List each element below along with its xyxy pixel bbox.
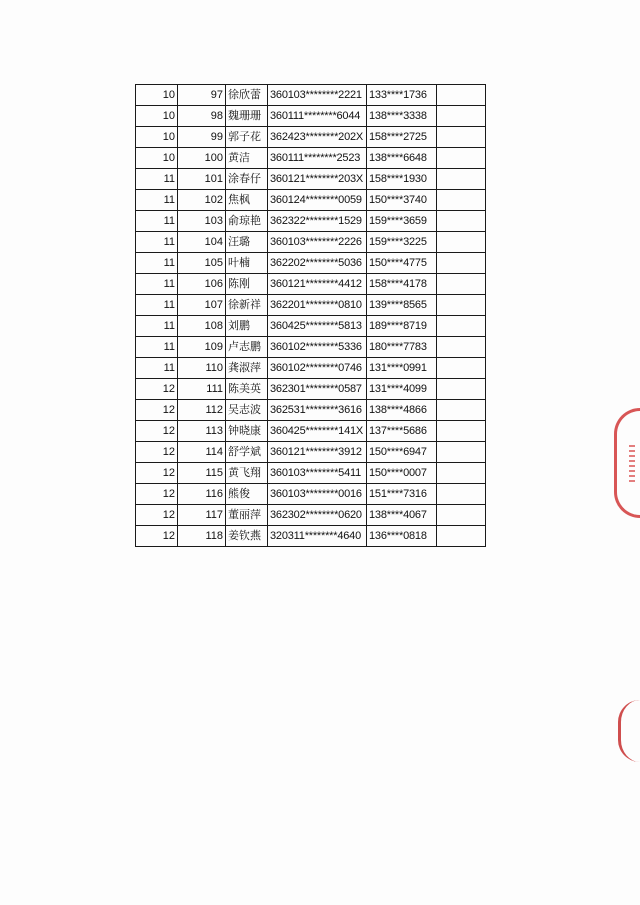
remarks-cell bbox=[437, 337, 486, 358]
table-row bbox=[136, 232, 486, 253]
table-row bbox=[136, 85, 486, 106]
serial-number-cell: 112 bbox=[178, 400, 226, 421]
group-number-cell: 12 bbox=[136, 379, 178, 400]
id-number-cell: 360103********0016 bbox=[268, 484, 367, 505]
table-row bbox=[136, 274, 486, 295]
id-number-cell: 362202********5036 bbox=[268, 253, 367, 274]
group-number-cell: 11 bbox=[136, 253, 178, 274]
name-cell: 黄飞翔 bbox=[226, 463, 268, 484]
name-cell: 刘鹏 bbox=[226, 316, 268, 337]
group-number-cell: 11 bbox=[136, 274, 178, 295]
table-row bbox=[136, 190, 486, 211]
phone-number-cell: 158****4178 bbox=[367, 274, 437, 295]
serial-number-cell: 103 bbox=[178, 211, 226, 232]
name-cell: 董丽萍 bbox=[226, 505, 268, 526]
remarks-cell bbox=[437, 484, 486, 505]
id-number-cell: 360121********3912 bbox=[268, 442, 367, 463]
group-number-cell: 11 bbox=[136, 232, 178, 253]
phone-number-cell: 150****3740 bbox=[367, 190, 437, 211]
serial-number-cell: 111 bbox=[178, 379, 226, 400]
table-row bbox=[136, 379, 486, 400]
phone-number-cell: 131****4099 bbox=[367, 379, 437, 400]
name-cell: 郭子花 bbox=[226, 127, 268, 148]
group-number-cell: 10 bbox=[136, 148, 178, 169]
remarks-cell bbox=[437, 85, 486, 106]
phone-number-cell: 159****3225 bbox=[367, 232, 437, 253]
serial-number-cell: 100 bbox=[178, 148, 226, 169]
table-row bbox=[136, 253, 486, 274]
name-cell: 吴志波 bbox=[226, 400, 268, 421]
name-cell: 魏珊珊 bbox=[226, 106, 268, 127]
name-cell: 陈刚 bbox=[226, 274, 268, 295]
id-number-cell: 362201********0810 bbox=[268, 295, 367, 316]
phone-number-cell: 138****4866 bbox=[367, 400, 437, 421]
id-number-cell: 362302********0620 bbox=[268, 505, 367, 526]
serial-number-cell: 101 bbox=[178, 169, 226, 190]
remarks-cell bbox=[437, 526, 486, 547]
remarks-cell bbox=[437, 505, 486, 526]
group-number-cell: 11 bbox=[136, 169, 178, 190]
group-number-cell: 12 bbox=[136, 421, 178, 442]
serial-number-cell: 106 bbox=[178, 274, 226, 295]
id-number-cell: 360425********141X bbox=[268, 421, 367, 442]
phone-number-cell: 131****0991 bbox=[367, 358, 437, 379]
phone-number-cell: 139****8565 bbox=[367, 295, 437, 316]
table-row bbox=[136, 106, 486, 127]
table-row bbox=[136, 169, 486, 190]
id-number-cell: 360425********5813 bbox=[268, 316, 367, 337]
group-number-cell: 10 bbox=[136, 85, 178, 106]
serial-number-cell: 115 bbox=[178, 463, 226, 484]
serial-number-cell: 113 bbox=[178, 421, 226, 442]
remarks-cell bbox=[437, 379, 486, 400]
remarks-cell bbox=[437, 316, 486, 337]
serial-number-cell: 117 bbox=[178, 505, 226, 526]
table-row bbox=[136, 127, 486, 148]
name-cell: 徐欣蕾 bbox=[226, 85, 268, 106]
group-number-cell: 12 bbox=[136, 442, 178, 463]
id-number-cell: 360102********0746 bbox=[268, 358, 367, 379]
phone-number-cell: 158****2725 bbox=[367, 127, 437, 148]
table-row bbox=[136, 358, 486, 379]
serial-number-cell: 104 bbox=[178, 232, 226, 253]
red-seal-stamp-top bbox=[614, 408, 640, 518]
name-cell: 焦枫 bbox=[226, 190, 268, 211]
serial-number-cell: 118 bbox=[178, 526, 226, 547]
group-number-cell: 12 bbox=[136, 484, 178, 505]
table-row bbox=[136, 316, 486, 337]
name-cell: 钟晓康 bbox=[226, 421, 268, 442]
phone-number-cell: 151****7316 bbox=[367, 484, 437, 505]
serial-number-cell: 109 bbox=[178, 337, 226, 358]
group-number-cell: 11 bbox=[136, 316, 178, 337]
id-number-cell: 360103********5411 bbox=[268, 463, 367, 484]
table-row bbox=[136, 211, 486, 232]
id-number-cell: 320311********4640 bbox=[268, 526, 367, 547]
phone-number-cell: 137****5686 bbox=[367, 421, 437, 442]
phone-number-cell: 138****6648 bbox=[367, 148, 437, 169]
serial-number-cell: 98 bbox=[178, 106, 226, 127]
name-cell: 熊俊 bbox=[226, 484, 268, 505]
remarks-cell bbox=[437, 127, 486, 148]
phone-number-cell: 136****0818 bbox=[367, 526, 437, 547]
serial-number-cell: 110 bbox=[178, 358, 226, 379]
id-number-cell: 360121********203X bbox=[268, 169, 367, 190]
group-number-cell: 12 bbox=[136, 526, 178, 547]
table-row bbox=[136, 337, 486, 358]
serial-number-cell: 97 bbox=[178, 85, 226, 106]
phone-number-cell: 133****1736 bbox=[367, 85, 437, 106]
remarks-cell bbox=[437, 169, 486, 190]
name-cell: 徐新祥 bbox=[226, 295, 268, 316]
phone-number-cell: 138****3338 bbox=[367, 106, 437, 127]
serial-number-cell: 105 bbox=[178, 253, 226, 274]
group-number-cell: 10 bbox=[136, 106, 178, 127]
serial-number-cell: 107 bbox=[178, 295, 226, 316]
id-number-cell: 360111********6044 bbox=[268, 106, 367, 127]
id-number-cell: 362322********1529 bbox=[268, 211, 367, 232]
table-row bbox=[136, 526, 486, 547]
remarks-cell bbox=[437, 232, 486, 253]
id-number-cell: 360124********0059 bbox=[268, 190, 367, 211]
group-number-cell: 11 bbox=[136, 358, 178, 379]
group-number-cell: 10 bbox=[136, 127, 178, 148]
name-cell: 陈美英 bbox=[226, 379, 268, 400]
name-cell: 舒学斌 bbox=[226, 442, 268, 463]
table-row bbox=[136, 295, 486, 316]
name-cell: 卢志鹏 bbox=[226, 337, 268, 358]
serial-number-cell: 99 bbox=[178, 127, 226, 148]
red-seal-stamp-text bbox=[629, 445, 635, 485]
roster-table bbox=[135, 84, 486, 547]
phone-number-cell: 150****6947 bbox=[367, 442, 437, 463]
remarks-cell bbox=[437, 106, 486, 127]
red-seal-stamp-bottom bbox=[618, 700, 640, 762]
group-number-cell: 11 bbox=[136, 295, 178, 316]
remarks-cell bbox=[437, 211, 486, 232]
remarks-cell bbox=[437, 421, 486, 442]
id-number-cell: 360111********2523 bbox=[268, 148, 367, 169]
group-number-cell: 12 bbox=[136, 505, 178, 526]
name-cell: 涂春仔 bbox=[226, 169, 268, 190]
remarks-cell bbox=[437, 442, 486, 463]
serial-number-cell: 102 bbox=[178, 190, 226, 211]
remarks-cell bbox=[437, 463, 486, 484]
table-row bbox=[136, 442, 486, 463]
phone-number-cell: 138****4067 bbox=[367, 505, 437, 526]
id-number-cell: 360102********5336 bbox=[268, 337, 367, 358]
phone-number-cell: 189****8719 bbox=[367, 316, 437, 337]
serial-number-cell: 116 bbox=[178, 484, 226, 505]
remarks-cell bbox=[437, 400, 486, 421]
serial-number-cell: 108 bbox=[178, 316, 226, 337]
remarks-cell bbox=[437, 253, 486, 274]
group-number-cell: 11 bbox=[136, 190, 178, 211]
id-number-cell: 360121********4412 bbox=[268, 274, 367, 295]
name-cell: 汪璐 bbox=[226, 232, 268, 253]
group-number-cell: 11 bbox=[136, 337, 178, 358]
remarks-cell bbox=[437, 148, 486, 169]
phone-number-cell: 159****3659 bbox=[367, 211, 437, 232]
remarks-cell bbox=[437, 274, 486, 295]
remarks-cell bbox=[437, 295, 486, 316]
table-row bbox=[136, 421, 486, 442]
group-number-cell: 12 bbox=[136, 463, 178, 484]
phone-number-cell: 158****1930 bbox=[367, 169, 437, 190]
id-number-cell: 362423********202X bbox=[268, 127, 367, 148]
phone-number-cell: 180****7783 bbox=[367, 337, 437, 358]
phone-number-cell: 150****0007 bbox=[367, 463, 437, 484]
name-cell: 黄洁 bbox=[226, 148, 268, 169]
group-number-cell: 11 bbox=[136, 211, 178, 232]
id-number-cell: 362301********0587 bbox=[268, 379, 367, 400]
roster-table-body bbox=[136, 85, 486, 547]
table-row bbox=[136, 400, 486, 421]
id-number-cell: 360103********2221 bbox=[268, 85, 367, 106]
serial-number-cell: 114 bbox=[178, 442, 226, 463]
name-cell: 姜钦燕 bbox=[226, 526, 268, 547]
table-row bbox=[136, 484, 486, 505]
id-number-cell: 360103********2226 bbox=[268, 232, 367, 253]
name-cell: 俞琼艳 bbox=[226, 211, 268, 232]
name-cell: 叶楠 bbox=[226, 253, 268, 274]
remarks-cell bbox=[437, 358, 486, 379]
table-row bbox=[136, 505, 486, 526]
table-row bbox=[136, 463, 486, 484]
phone-number-cell: 150****4775 bbox=[367, 253, 437, 274]
id-number-cell: 362531********3616 bbox=[268, 400, 367, 421]
group-number-cell: 12 bbox=[136, 400, 178, 421]
remarks-cell bbox=[437, 190, 486, 211]
name-cell: 龚淑萍 bbox=[226, 358, 268, 379]
table-row bbox=[136, 148, 486, 169]
